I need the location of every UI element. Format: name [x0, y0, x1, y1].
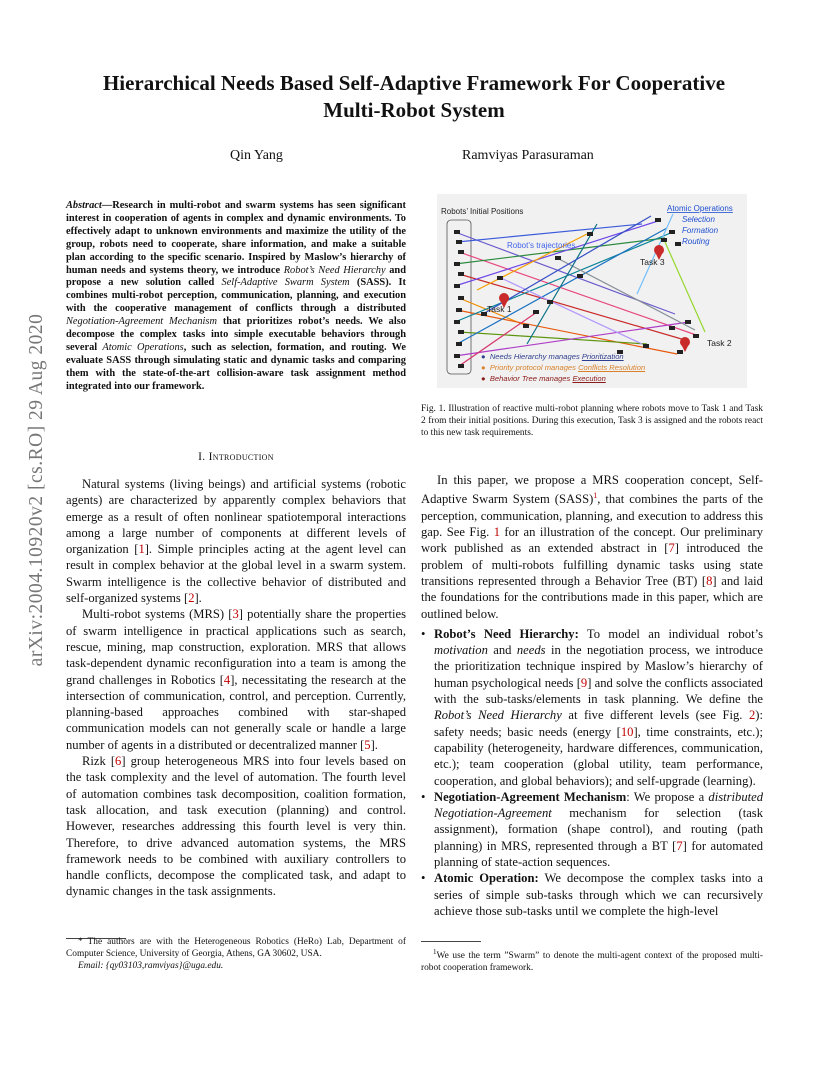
section-heading: I. Introduction	[198, 451, 274, 463]
abstract-italic-2: Self-Adaptive Swarm System	[221, 277, 350, 289]
atomic-item: Routing	[682, 237, 710, 246]
atomic-item: Selection	[682, 215, 715, 224]
footnote-rule-right	[421, 941, 481, 942]
footnote-email: Email: {qy03103,ramviyas}@uga.edu.	[78, 961, 224, 971]
abstract	[66, 200, 406, 394]
footnote-affiliation: * The authors are with the Heterogeneous Robotics (HeRo) Lab, Department of Computer Science, University of Georgia, Athens, GA 30602, USA.	[66, 937, 406, 959]
citation-link[interactable]: 2	[188, 591, 195, 606]
citation-link[interactable]: 10	[620, 724, 634, 739]
contribution-item: • Negotiation-Agreement Mechanism: We propose a distributed Negotiation-Agreement mechanism for selection (task assignment), formation (shape control), and routing (path planning) in MRS, represented through a BT [7] for automated planning of state-action sequences.	[421, 789, 763, 870]
citation-link[interactable]: 6	[115, 754, 122, 769]
citation-link[interactable]: 8	[706, 573, 713, 588]
footnote-marker: 1	[433, 948, 437, 956]
atomic-item: Formation	[682, 226, 719, 235]
abstract-text-2: and propose a new solution called	[66, 264, 406, 289]
legend-item: ● Behavior Tree manages Execution	[481, 374, 606, 383]
abstract-italic-1: Robot’s Need Hierarchy	[283, 264, 386, 276]
trajectories-label: Robot’s trajectories	[507, 241, 576, 250]
contribution-item: • Robot’s Need Hierarchy: To model an individual robot’s motivation and needs in the negotiation process, we introduce the prioritization technique inspired by Maslow’s hierarchy of human psychological needs [9] and solve the conflicts associated with the sub-tasks/elements in task planning. We define the Robot’s Need Hierarchy at five different levels (see Fig. 2): safety needs; basic needs (energy [10], time constraints, etc.); capability (heterogeneity, hardware differences, communication, etc.); team cooperation (global utility, team performance, cooperation, and global behaviors); and self-upgrade (learning).	[421, 626, 763, 789]
title-line-1: Hierarchical Needs Based Self-Adaptive Framework For Cooperative	[102, 71, 726, 95]
legend-item: ● Priority protocol manages Conflicts Resolution	[481, 363, 646, 372]
citation-link[interactable]: 7	[676, 838, 683, 853]
abstract-italic-3: Negotiation-Agreement Mechanism	[66, 316, 217, 328]
citation-link[interactable]: 1	[138, 542, 145, 557]
citation-link[interactable]: 5	[364, 737, 371, 752]
intro-paragraph-3: Rizk [6] group heterogeneous MRS into four levels based on the task complexity and the level of automation. The fourth level of automation combines task decomposition, coalition formation, task allocation, and task execution (planning) and control. However, researches addressing this fourth level is very thin. Therefore, to drive advanced automation systems, the MRS framework needs to be combined with auxiliary controllers to handle conflicts, decompose the complicated task, and adapt to dynamic changes in the task assignments.	[66, 754, 406, 899]
citation-link[interactable]: 9	[580, 675, 588, 690]
paper-title	[40, 70, 788, 124]
right-footnote	[421, 946, 763, 974]
arxiv-stamp	[22, 280, 52, 700]
author-2: Ramviyas Parasuraman	[462, 148, 594, 163]
figure-legend	[481, 351, 645, 384]
abstract-text-1: —Research in multi-robot and swarm systems has seen significant interest in cooperation of agents in complex and dynamic environments. To effectively adapt to unknown environments and maximize the utility of the group, robots need to cooperate, share information, and make a suitable plan according to the specific scenario. Inspired by Maslow’s hierarchy of human needs and systems theory, we introduce	[66, 200, 406, 276]
figure-ref-link[interactable]: 2	[749, 708, 756, 723]
right-intro-paragraph: In this paper, we propose a MRS cooperation concept, Self-Adaptive Swarm System (SASS)$^1$, that combines the parts of the perception, communication, planning, and execution to address this gap. See Fig. 1 for an illustration of the concept. Our preliminary work published as an extended abstract in [7] introduced the problem of multi-robots fulfilling dynamic tasks using state transitions represented through a Behavior Tree (BT) [8] and laid the foundations for the contributions made in this paper, which are outlined below.	[421, 473, 763, 621]
citation-link[interactable]: 4	[223, 672, 231, 687]
intro-paragraph-2: Multi-robot systems (MRS) [3] potentially share the properties of swarm intelligence in practical applications such as search, rescue, mining, map construction, exploration. MRS that allows task-dependent dynamic reconfiguration into a team is among the grand challenges in Robotics [4], necessitating the research at the intersection of communication, control, and perception. Currently, planning-based approaches combined with star-shaped communication models can not generally scale or handle a large number of agents in a distributed or decentralized manner [5].	[66, 607, 406, 752]
atomic-operations-title: Atomic Operations	[667, 204, 733, 213]
arxiv-id: arXiv:2004.10920v2 [cs.RO] 29 Aug 2020	[26, 313, 47, 667]
figure-caption: Fig. 1. Illustration of reactive multi-robot planning where robots move to Task 1 and Task 2 from their initial positions. During this execution, Task 3 is assigned and the robots react to this new task requirements.	[421, 404, 763, 438]
figure-ref-link[interactable]: 1	[493, 525, 501, 540]
left-column-body	[66, 476, 406, 900]
author-1: Qin Yang	[230, 148, 283, 163]
initial-positions-label: Robots’ Initial Positions	[441, 207, 524, 216]
abstract-text-5: , such as selection, formation, and routing. We evaluate SASS through simulating static and dynamic tasks and comparing them with the state-of-the-art collision-aware task assignment method integrated into our framework.	[66, 341, 407, 392]
abstract-text-3: (SASS). It combines multi-robot perception, communication, planning, and execution with the cooperative management of conflicts through a distributed	[66, 277, 407, 315]
contributions-list	[421, 626, 763, 919]
abstract-label: Abstract	[66, 200, 102, 211]
citation-link[interactable]: 7	[668, 541, 675, 556]
contribution-item: • Atomic Operation: We decompose the complex tasks into a series of simple sub-tasks through which we can recursively achieve those sub-tasks until we complete the high-level	[421, 870, 763, 919]
left-footnote	[66, 936, 406, 972]
figure-1	[437, 194, 747, 388]
task-1-label: Task 1	[487, 304, 512, 314]
footnote-ref[interactable]: 1	[593, 491, 598, 501]
title-line-2: Multi-Robot System	[323, 98, 505, 122]
abstract-italic-4: Atomic Operations	[102, 341, 184, 353]
legend-item: ● Needs Hierarchy manages Prioritization	[481, 352, 624, 361]
citation-link[interactable]: 3	[232, 607, 239, 622]
right-column-body	[421, 472, 763, 919]
footnote-text: We use the term ”Swarm” to denote the multi-agent context of the proposed multi-robot cooperation framework.	[421, 951, 763, 974]
abstract-text-4: that prioritizes robot’s needs. We also decompose the complex tasks into simple executable behaviors through several	[66, 316, 406, 353]
task-2-label: Task 2	[707, 338, 732, 348]
task-3-label: Task 3	[640, 257, 665, 267]
intro-paragraph-1: Natural systems (living beings) and artificial systems (robotic agents) are characterized by apparently complex behaviors that emerge as a result of often nonlinear spatiotemporal interactions among a large number of components at different levels of organization [1]. Simple principles acting at the agent level can result in complex behavior at the global level in a swarm system. Swarm intelligence is the collective behavior of distributed and self-organized systems [2].	[66, 477, 407, 606]
